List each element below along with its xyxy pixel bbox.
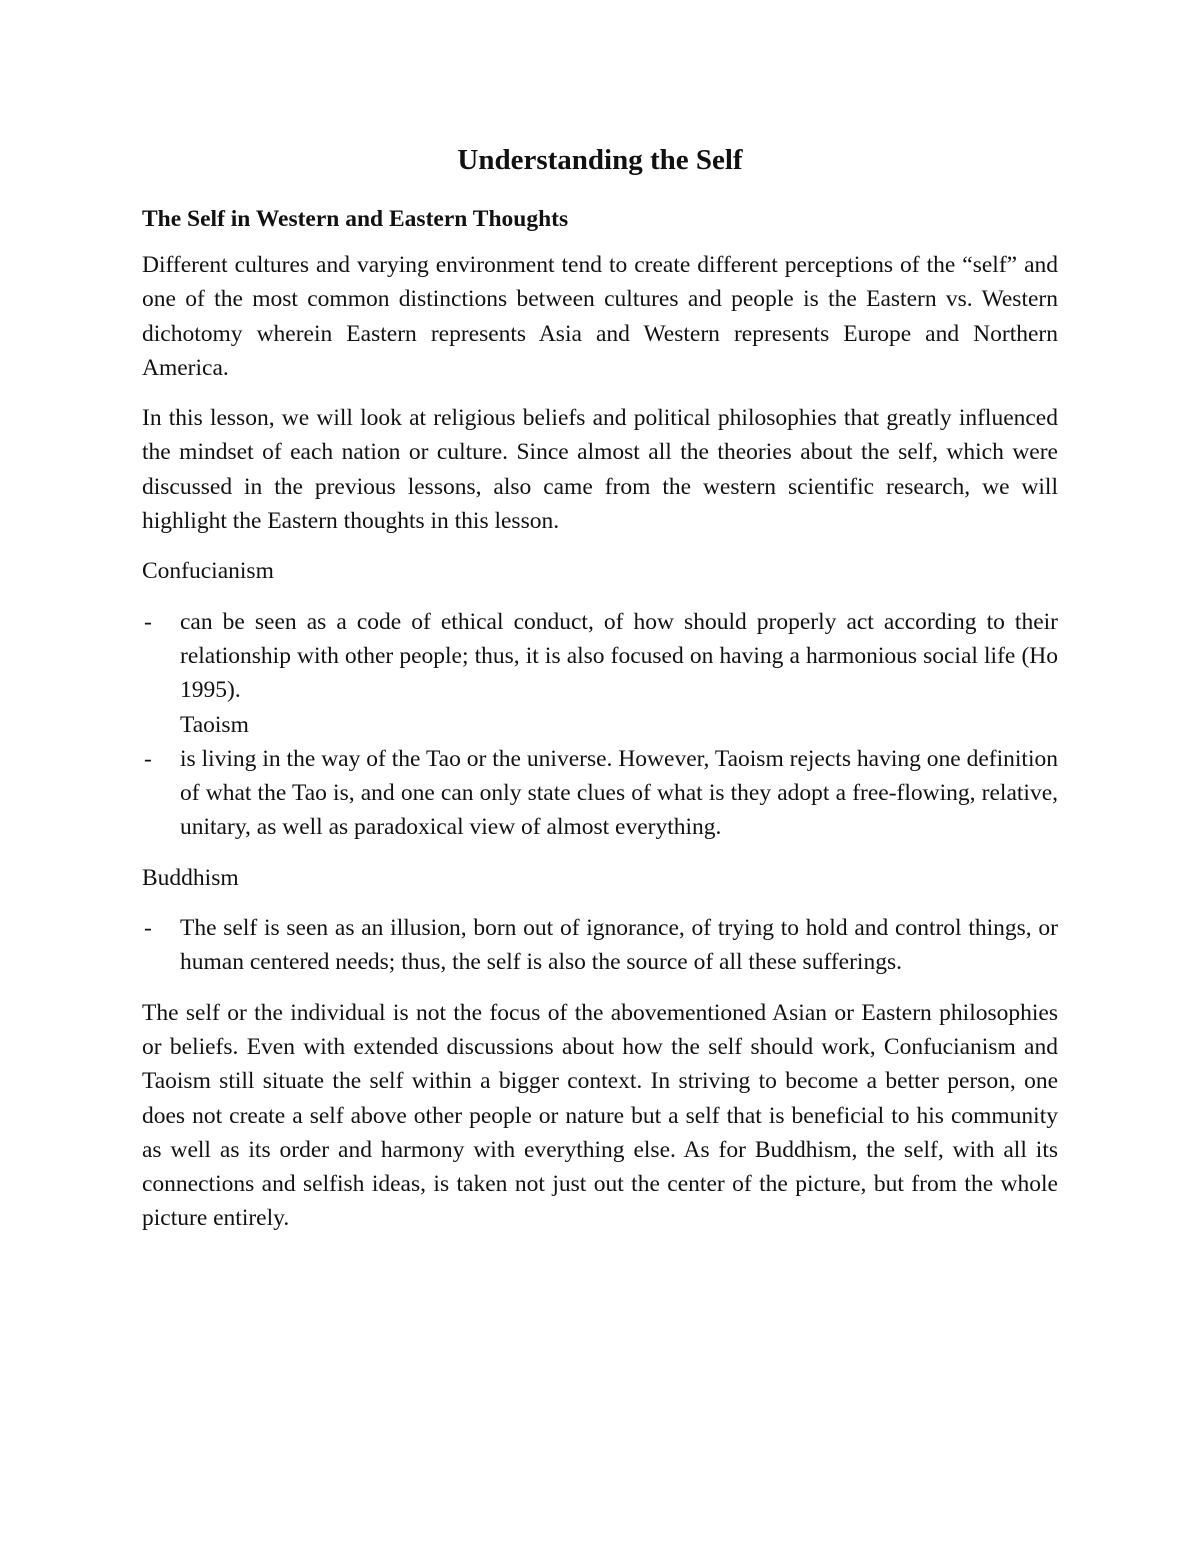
bullet-dash: - [144,745,152,772]
taoism-heading: Taoism [180,711,249,738]
confucianism-bullet [142,605,1058,708]
confucianism-heading: Confucianism [142,558,274,585]
document-page [142,140,1058,1252]
buddhism-bullet-text: The self is seen as an illusion, born out of ignorance, of trying to hold and control things, or human centered needs; thus, the self is also the source of all these sufferings. [180,915,1058,976]
taoism-bullet-text: is living in the way of the Tao or the universe. However, Taoism rejects having one definition of what the Tao is, and one can only state clues of what is they adopt a free-flowing, relative, unitary, as well as paradoxical view of almost everything. [180,745,1058,841]
confucianism-bullet-text: can be seen as a code of ethical conduct, of how should properly act according to their relationship with other people; thus, it is also focused on having a harmonious social life (Ho 1995). [180,608,1058,704]
intro-paragraph-1: Different cultures and varying environment tend to create different perceptions of the “self” and one of the most common distinctions between cultures and people is the Eastern vs. Western dichotomy wherein Eastern represents Asia and Western represents Europe and Northern America. [142,252,1058,381]
bullet-dash: - [144,608,152,635]
bullet-dash: - [144,915,152,942]
document-title: Understanding the Self [457,144,743,176]
buddhism-list [142,911,1058,980]
confucianism-taoism-list [142,605,1058,845]
buddhism-bullet [142,911,1058,980]
conclusion-paragraph: The self or the individual is not the focus of the abovementioned Asian or Eastern philosophies or beliefs. Even with extended discussions about how the self should work, Confucianism and Taoism still situate the self within a bigger context. In striving to become a better person, one does not create a self above other people or nature but a self that is beneficial to his community as well as its order and harmony with everything else. As for Buddhism, the self, with all its connections and selfish ideas, is taken not just out the center of the picture, but from the whole picture entirely. [142,999,1058,1232]
buddhism-heading: Buddhism [142,864,239,891]
taoism-bullet [142,742,1058,845]
intro-paragraph-2: In this lesson, we will look at religious beliefs and political philosophies that greatly influenced the mindset of each nation or culture. Since almost all the theories about the self, which were discussed in the previous lessons, also came from the western scientific research, we will highlight the Eastern thoughts in this lesson. [142,405,1058,535]
section-subtitle: The Self in Western and Eastern Thoughts [142,206,569,232]
